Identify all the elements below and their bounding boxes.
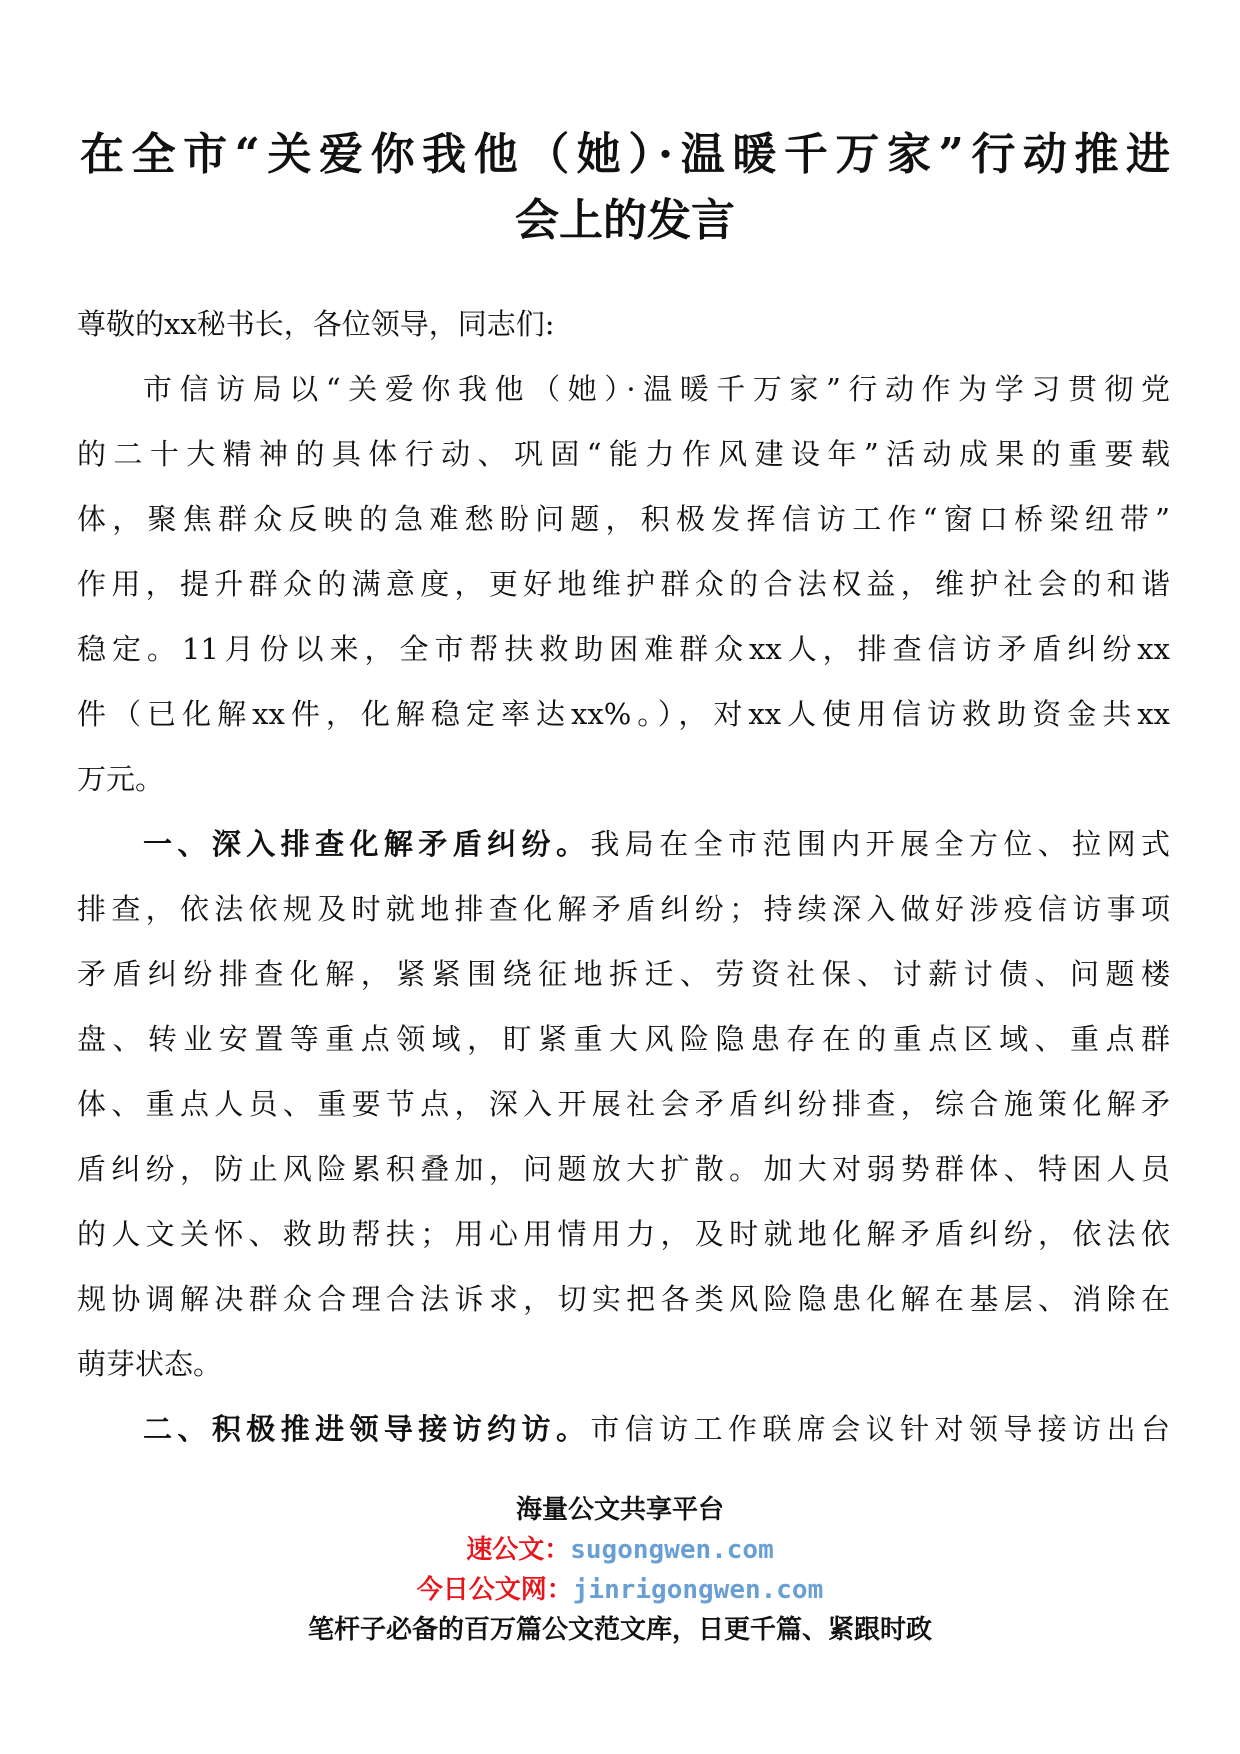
section1-line: 排查，依法依规及时就地排查化解矛盾纠纷；持续深入做好涉疫信访事项 (77, 892, 1170, 926)
footer-site2 (0, 1570, 1240, 1610)
section2-text: 市信访工作联席会议针对领导接访出台 (590, 1412, 1170, 1446)
section2-heading: 二、积极推进领导接访约访。 (143, 1412, 591, 1446)
intro-line: 件（已化解xx件，化解稳定率达xx%。），对xx人使用信访救助资金共xx (77, 697, 1170, 731)
document-title-line-2: 会上的发言 (515, 195, 735, 246)
section1-line: 规协调解决群众合理合法诉求，切实把各类风险隐患化解在基层、消除在 (77, 1282, 1170, 1316)
intro-line: 的二十大精神的具体行动、巩固“能力作风建设年”活动成果的重要载 (77, 437, 1170, 471)
section1-line: 盘、转业安置等重点领域，盯紧重大风险隐患存在的重点区域、重点群 (77, 1022, 1170, 1056)
intro-line: 市信访局以“关爱你我他（她）·温暖千万家”行动作为学习贯彻党 (143, 372, 1170, 406)
section1-heading: 一、深入排查化解矛盾纠纷。 (143, 827, 591, 861)
greeting: 尊敬的xx秘书长，各位领导，同志们: (77, 307, 555, 341)
site2-name: 今日公文网： (416, 1575, 573, 1605)
section1-text: 我局在全市范围内开展全方位、拉网式 (590, 827, 1170, 861)
site1-name: 速公文： (466, 1535, 571, 1565)
section1-first-line (77, 812, 1170, 877)
intro-line: 稳定。11月份以来，全市帮扶救助困难群众xx人，排查信访矛盾纠纷xx (77, 632, 1170, 666)
section2-first-line (77, 1397, 1170, 1462)
footer-slogan: 笔杆子必备的百万篇公文范文库，日更千篇、紧跟时政 (307, 1615, 932, 1645)
section1-line: 体、重点人员、重要节点，深入开展社会矛盾纠纷排查，综合施策化解矛 (77, 1087, 1170, 1121)
footer-watermark (0, 1490, 1240, 1650)
document-title-line-1: 在全市“关爱你我他（她）·温暖千万家”行动推进 (80, 129, 1170, 180)
site1-url: sugongwen.com (570, 1535, 774, 1565)
intro-line: 万元。 (77, 762, 165, 796)
footer-platform: 海量公文共享平台 (515, 1495, 724, 1525)
document-body (77, 292, 1170, 1462)
site2-url: jinrigongwen.com (572, 1575, 824, 1605)
section1-line: 盾纠纷，防止风险累积叠加，问题放大扩散。加大对弱势群体、特困人员 (77, 1152, 1170, 1186)
footer-site1 (0, 1530, 1240, 1570)
intro-line: 体，聚焦群众反映的急难愁盼问题，积极发挥信访工作“窗口桥梁纽带” (77, 502, 1170, 536)
section1-line: 萌芽状态。 (77, 1347, 223, 1381)
intro-line: 作用，提升群众的满意度，更好地维护群众的合法权益，维护社会的和谐 (77, 567, 1170, 601)
section1-line: 矛盾纠纷排查化解，紧紧围绕征地拆迁、劳资社保、讨薪讨债、问题楼 (77, 957, 1170, 991)
section1-line: 的人文关怀、救助帮扶；用心用情用力，及时就地化解矛盾纠纷，依法依 (77, 1217, 1170, 1251)
